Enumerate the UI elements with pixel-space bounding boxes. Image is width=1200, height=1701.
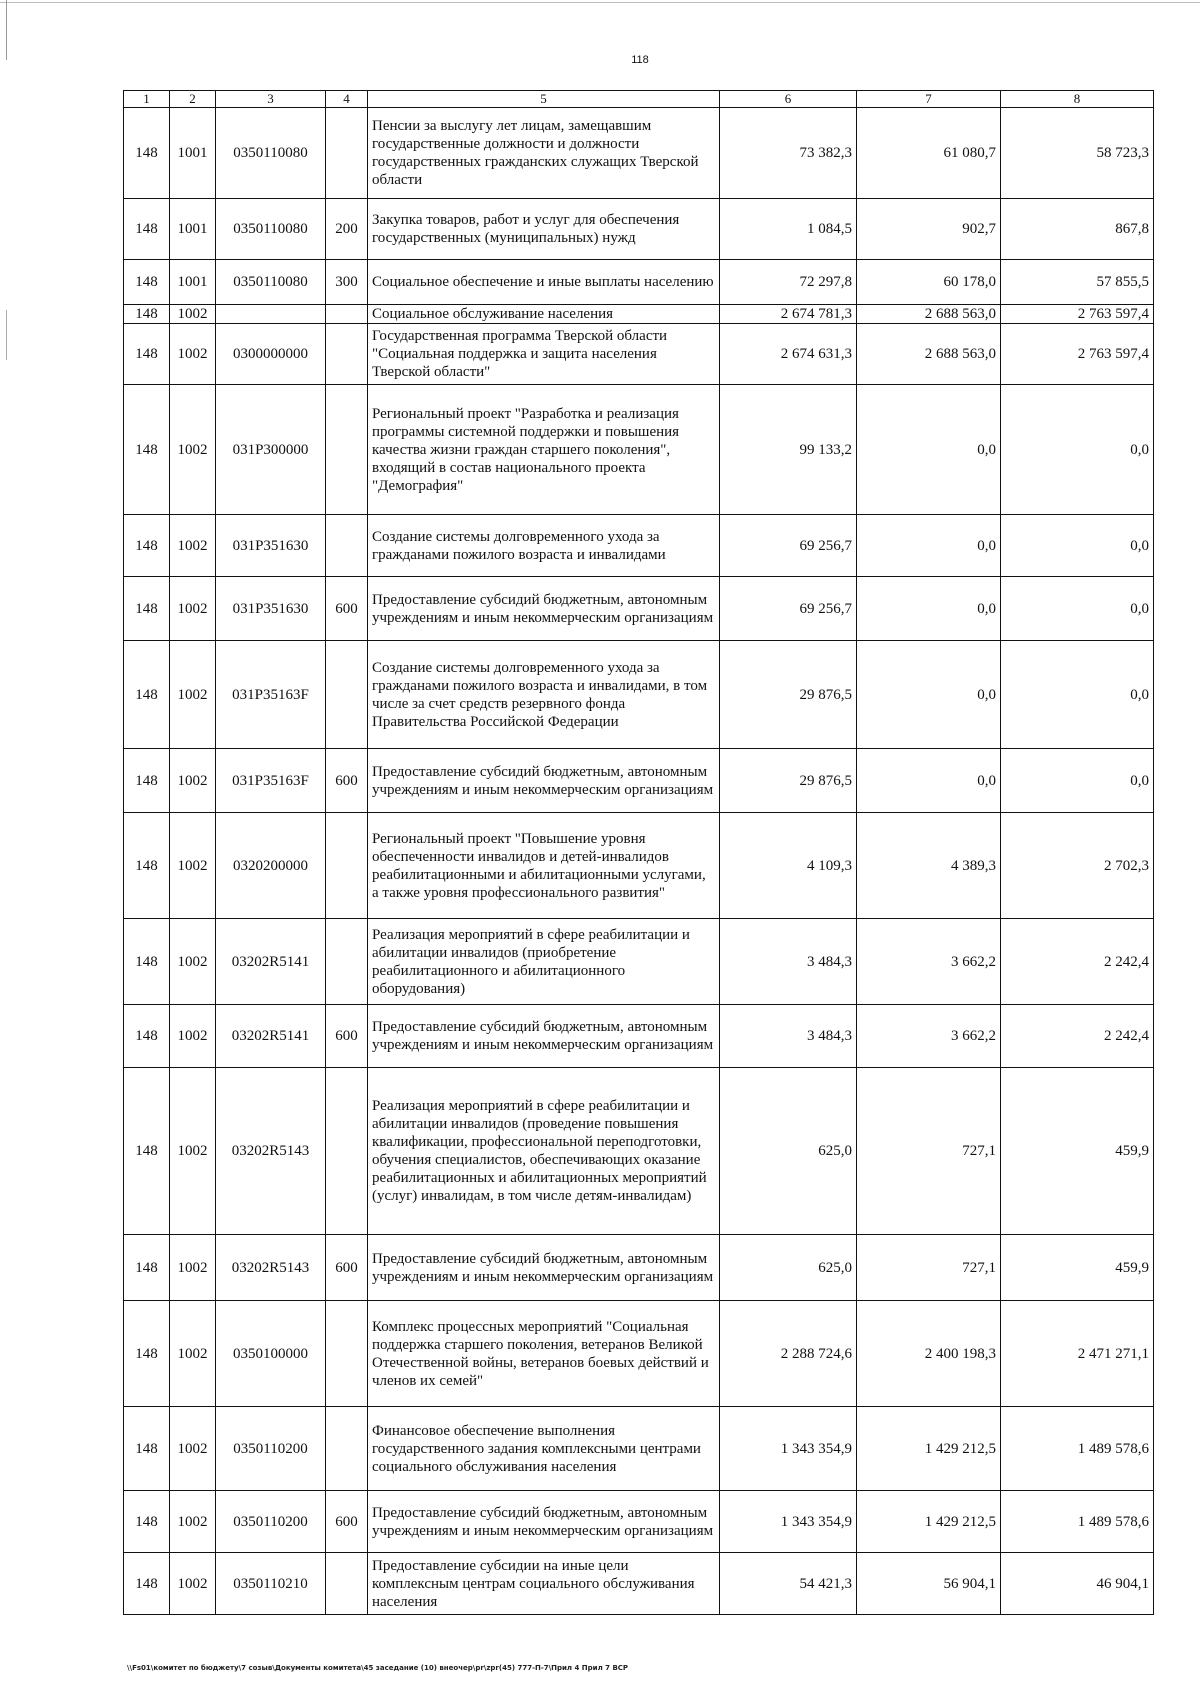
cell-amount-8: 2 242,4: [1001, 1005, 1154, 1068]
cell-amount-7: 4 389,3: [857, 813, 1001, 919]
cell-amount-7: 0,0: [857, 749, 1001, 813]
cell-amount-6: 29 876,5: [720, 749, 857, 813]
cell-amount-7: 61 080,7: [857, 108, 1001, 199]
cell-amount-6: 1 084,5: [720, 199, 857, 260]
cell-name: Предоставление субсидий бюджетным, автономным учреждениям и иным некоммерческим организациям: [368, 749, 720, 813]
cell-expense-type: [326, 305, 368, 324]
cell-section: 1002: [170, 1491, 216, 1553]
table-row: [124, 199, 1154, 260]
cell-target-article: 03202R5141: [216, 1005, 326, 1068]
cell-amount-6: 69 256,7: [720, 515, 857, 577]
cell-expense-type: 600: [326, 749, 368, 813]
cell-name: Региональный проект "Разработка и реализация программы системной поддержки и повышения качества жизни граждан старшего поколения", входящий в состав национального проекта "Демография": [368, 385, 720, 515]
cell-amount-6: 625,0: [720, 1235, 857, 1301]
table-row: [124, 641, 1154, 749]
cell-amount-6: 3 484,3: [720, 1005, 857, 1068]
cell-expense-type: [326, 515, 368, 577]
cell-section: 1002: [170, 919, 216, 1005]
scan-top-edge: [0, 2, 1200, 3]
cell-amount-8: 2 763 597,4: [1001, 324, 1154, 385]
cell-ministry: 148: [124, 1005, 170, 1068]
cell-name: Государственная программа Тверской области "Социальная поддержка и защита населения Тверской области": [368, 324, 720, 385]
cell-ministry: 148: [124, 1068, 170, 1235]
cell-expense-type: 300: [326, 260, 368, 305]
table-row: [124, 749, 1154, 813]
cell-target-article: 03202R5141: [216, 919, 326, 1005]
cell-target-article: 031P35163F: [216, 641, 326, 749]
table-row: [124, 108, 1154, 199]
cell-amount-7: 60 178,0: [857, 260, 1001, 305]
cell-amount-8: 2 242,4: [1001, 919, 1154, 1005]
table-row: [124, 1553, 1154, 1615]
cell-amount-6: 1 343 354,9: [720, 1407, 857, 1491]
cell-ministry: 148: [124, 641, 170, 749]
cell-target-article: 0300000000: [216, 324, 326, 385]
cell-amount-8: 867,8: [1001, 199, 1154, 260]
cell-amount-6: 73 382,3: [720, 108, 857, 199]
cell-name: Предоставление субсидий бюджетным, автономным учреждениям и иным некоммерческим организациям: [368, 1005, 720, 1068]
cell-target-article: 031P300000: [216, 385, 326, 515]
table-row: [124, 260, 1154, 305]
cell-amount-7: 3 662,2: [857, 919, 1001, 1005]
cell-section: 1001: [170, 260, 216, 305]
cell-amount-8: 2 471 271,1: [1001, 1301, 1154, 1407]
cell-amount-6: 69 256,7: [720, 577, 857, 641]
cell-amount-8: 2 702,3: [1001, 813, 1154, 919]
cell-amount-7: 1 429 212,5: [857, 1491, 1001, 1553]
cell-amount-6: 4 109,3: [720, 813, 857, 919]
cell-target-article: 0350110080: [216, 260, 326, 305]
cell-amount-8: 459,9: [1001, 1235, 1154, 1301]
cell-expense-type: 200: [326, 199, 368, 260]
table-row: [124, 305, 1154, 324]
cell-amount-8: 0,0: [1001, 577, 1154, 641]
cell-expense-type: 600: [326, 1235, 368, 1301]
cell-amount-7: 727,1: [857, 1068, 1001, 1235]
cell-section: 1002: [170, 1553, 216, 1615]
cell-target-article: 031P351630: [216, 577, 326, 641]
cell-amount-7: 0,0: [857, 385, 1001, 515]
cell-amount-6: 625,0: [720, 1068, 857, 1235]
cell-target-article: 0350110080: [216, 199, 326, 260]
table-row: [124, 577, 1154, 641]
table-row: [124, 1005, 1154, 1068]
table-row: [124, 1407, 1154, 1491]
header-row: [124, 91, 1154, 108]
cell-expense-type: [326, 813, 368, 919]
cell-name: Реализация мероприятий в сфере реабилитации и абилитации инвалидов (проведение повышения квалификации, профессиональной переподготовки, обучения специалистов, обеспечивающих оказание реабилитационных и абилитационных мероприятий (услуг) инвалидам, в том числе детям-инвалидам): [368, 1068, 720, 1235]
cell-expense-type: [326, 641, 368, 749]
cell-amount-7: 727,1: [857, 1235, 1001, 1301]
cell-ministry: 148: [124, 813, 170, 919]
cell-ministry: 148: [124, 1407, 170, 1491]
cell-ministry: 148: [124, 1301, 170, 1407]
cell-target-article: 03202R5143: [216, 1235, 326, 1301]
col-header: 7: [857, 91, 1001, 108]
cell-amount-7: 2 688 563,0: [857, 305, 1001, 324]
cell-name: Закупка товаров, работ и услуг для обеспечения государственных (муниципальных) нужд: [368, 199, 720, 260]
cell-ministry: 148: [124, 515, 170, 577]
col-header: 3: [216, 91, 326, 108]
cell-amount-6: 1 343 354,9: [720, 1491, 857, 1553]
cell-section: 1002: [170, 641, 216, 749]
cell-amount-6: 2 674 631,3: [720, 324, 857, 385]
cell-expense-type: [326, 324, 368, 385]
cell-name: Реализация мероприятий в сфере реабилитации и абилитации инвалидов (приобретение реабилитационного и абилитационного оборудования): [368, 919, 720, 1005]
col-header: 5: [368, 91, 720, 108]
cell-ministry: 148: [124, 385, 170, 515]
cell-section: 1002: [170, 1407, 216, 1491]
cell-expense-type: 600: [326, 577, 368, 641]
cell-name: Предоставление субсидий бюджетным, автономным учреждениям и иным некоммерческим организациям: [368, 1235, 720, 1301]
cell-section: 1002: [170, 324, 216, 385]
cell-amount-7: 0,0: [857, 577, 1001, 641]
cell-amount-6: 2 288 724,6: [720, 1301, 857, 1407]
cell-amount-7: 2 688 563,0: [857, 324, 1001, 385]
cell-name: Предоставление субсидий бюджетным, автономным учреждениям и иным некоммерческим организациям: [368, 577, 720, 641]
cell-target-article: 0350110200: [216, 1491, 326, 1553]
cell-section: 1002: [170, 1301, 216, 1407]
cell-amount-8: 0,0: [1001, 749, 1154, 813]
cell-section: 1001: [170, 199, 216, 260]
col-header: 6: [720, 91, 857, 108]
cell-amount-8: 0,0: [1001, 385, 1154, 515]
col-header: 2: [170, 91, 216, 108]
cell-target-article: 031P35163F: [216, 749, 326, 813]
cell-name: Предоставление субсидии на иные цели комплексным центрам социального обслуживания населения: [368, 1553, 720, 1615]
cell-amount-7: 0,0: [857, 641, 1001, 749]
cell-amount-8: 1 489 578,6: [1001, 1491, 1154, 1553]
cell-target-article: 0350110080: [216, 108, 326, 199]
cell-target-article: 03202R5143: [216, 1068, 326, 1235]
cell-ministry: 148: [124, 199, 170, 260]
cell-section: 1002: [170, 515, 216, 577]
budget-table: [123, 90, 1154, 1615]
cell-section: 1002: [170, 813, 216, 919]
cell-amount-7: 1 429 212,5: [857, 1407, 1001, 1491]
cell-expense-type: 600: [326, 1005, 368, 1068]
table-row: [124, 1068, 1154, 1235]
cell-name: Создание системы долговременного ухода за гражданами пожилого возраста и инвалидами, в том числе за счет средств резервного фонда Правительства Российской Федерации: [368, 641, 720, 749]
table-row: [124, 385, 1154, 515]
cell-name: Комплекс процессных мероприятий "Социальная поддержка старшего поколения, ветеранов Великой Отечественной войны, ветеранов боевых действий и членов их семей": [368, 1301, 720, 1407]
page-number: 118: [631, 54, 649, 66]
cell-amount-8: 1 489 578,6: [1001, 1407, 1154, 1491]
cell-target-article: 0320200000: [216, 813, 326, 919]
table-row: [124, 1235, 1154, 1301]
cell-amount-6: 29 876,5: [720, 641, 857, 749]
col-header: 1: [124, 91, 170, 108]
cell-ministry: 148: [124, 324, 170, 385]
cell-name: Социальное обслуживание населения: [368, 305, 720, 324]
cell-amount-6: 3 484,3: [720, 919, 857, 1005]
cell-target-article: 031P351630: [216, 515, 326, 577]
cell-section: 1002: [170, 749, 216, 813]
cell-target-article: [216, 305, 326, 324]
cell-amount-8: 58 723,3: [1001, 108, 1154, 199]
cell-section: 1002: [170, 577, 216, 641]
scan-left-edge: [6, 0, 7, 60]
cell-name: Региональный проект "Повышение уровня обеспеченности инвалидов и детей-инвалидов реабилитационными и абилитационными услугами, а также уровня профессионального развития": [368, 813, 720, 919]
cell-amount-7: 902,7: [857, 199, 1001, 260]
table-row: [124, 1491, 1154, 1553]
cell-amount-7: 56 904,1: [857, 1553, 1001, 1615]
cell-section: 1002: [170, 1005, 216, 1068]
cell-ministry: 148: [124, 749, 170, 813]
cell-expense-type: [326, 385, 368, 515]
cell-ministry: 148: [124, 577, 170, 641]
cell-expense-type: 600: [326, 1491, 368, 1553]
cell-expense-type: [326, 108, 368, 199]
cell-section: 1002: [170, 1235, 216, 1301]
cell-name: Предоставление субсидий бюджетным, автономным учреждениям и иным некоммерческим организациям: [368, 1491, 720, 1553]
cell-amount-6: 2 674 781,3: [720, 305, 857, 324]
cell-expense-type: [326, 1068, 368, 1235]
cell-amount-6: 99 133,2: [720, 385, 857, 515]
table-row: [124, 1301, 1154, 1407]
cell-amount-6: 54 421,3: [720, 1553, 857, 1615]
cell-amount-6: 72 297,8: [720, 260, 857, 305]
cell-expense-type: [326, 1301, 368, 1407]
cell-amount-8: 2 763 597,4: [1001, 305, 1154, 324]
cell-target-article: 0350110200: [216, 1407, 326, 1491]
footer-file-path: \\Fs01\комитет по бюджету\7 созыв\Документы комитета\45 заседание (10) внеочер\pr\zpr(45) 777-П-7\Прил 4 Прил 7 ВСР: [127, 1664, 629, 1672]
cell-section: 1002: [170, 1068, 216, 1235]
table-row: [124, 813, 1154, 919]
cell-ministry: 148: [124, 260, 170, 305]
cell-name: Финансовое обеспечение выполнения государственного задания комплексными центрами социального обслуживания населения: [368, 1407, 720, 1491]
cell-ministry: 148: [124, 919, 170, 1005]
cell-ministry: 148: [124, 108, 170, 199]
cell-amount-7: 3 662,2: [857, 1005, 1001, 1068]
table-row: [124, 919, 1154, 1005]
cell-target-article: 0350110210: [216, 1553, 326, 1615]
table-row: [124, 324, 1154, 385]
cell-ministry: 148: [124, 1235, 170, 1301]
cell-name: Создание системы долговременного ухода за гражданами пожилого возраста и инвалидами: [368, 515, 720, 577]
cell-amount-8: 0,0: [1001, 515, 1154, 577]
cell-expense-type: [326, 1553, 368, 1615]
cell-name: Социальное обеспечение и иные выплаты населению: [368, 260, 720, 305]
scan-left-edge-mark: [6, 310, 7, 360]
cell-ministry: 148: [124, 1491, 170, 1553]
cell-target-article: 0350100000: [216, 1301, 326, 1407]
cell-ministry: 148: [124, 305, 170, 324]
cell-amount-7: 2 400 198,3: [857, 1301, 1001, 1407]
cell-expense-type: [326, 919, 368, 1005]
cell-section: 1001: [170, 108, 216, 199]
cell-ministry: 148: [124, 1553, 170, 1615]
cell-name: Пенсии за выслугу лет лицам, замещавшим государственные должности и должности государственных гражданских служащих Тверской области: [368, 108, 720, 199]
cell-section: 1002: [170, 385, 216, 515]
col-header: 8: [1001, 91, 1154, 108]
cell-amount-8: 46 904,1: [1001, 1553, 1154, 1615]
cell-amount-8: 0,0: [1001, 641, 1154, 749]
cell-amount-8: 57 855,5: [1001, 260, 1154, 305]
table-row: [124, 515, 1154, 577]
cell-amount-7: 0,0: [857, 515, 1001, 577]
cell-amount-8: 459,9: [1001, 1068, 1154, 1235]
cell-expense-type: [326, 1407, 368, 1491]
cell-section: 1002: [170, 305, 216, 324]
col-header: 4: [326, 91, 368, 108]
